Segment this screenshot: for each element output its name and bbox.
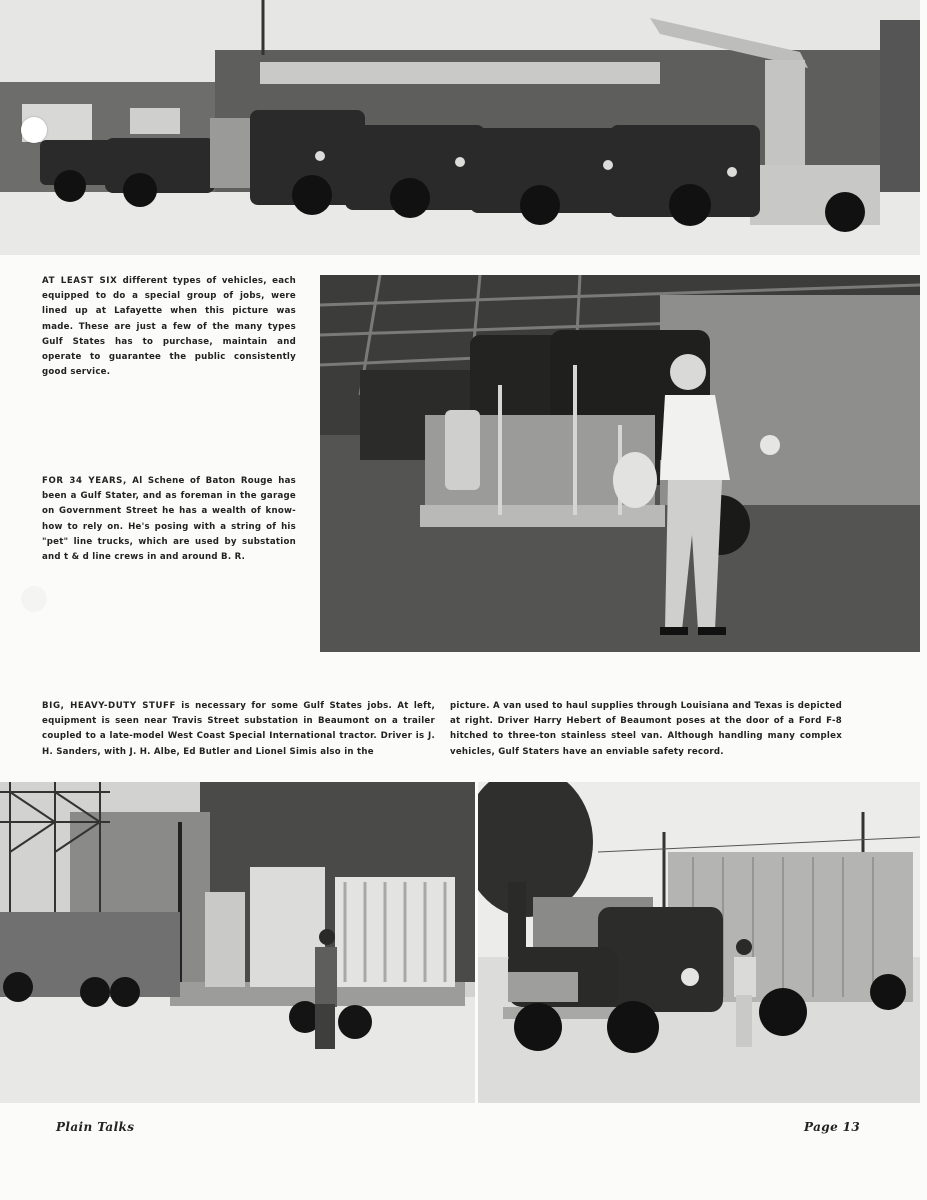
footer-page-number: Page 13 [804, 1120, 861, 1134]
caption-heavy-duty-lead: BIG, HEAVY-DUTY STUFF [42, 701, 176, 711]
photo-fleet-lafayette [0, 0, 920, 255]
photo-transformer-trailer [0, 782, 475, 1103]
caption-heavy-duty-right [450, 699, 842, 760]
caption-heavy-duty-right-body: picture. A van used to haul supplies through Louisiana and Texas is depicted at right. Driver Harry Hebert of Beaumont poses at the door of a Ford F-8 hitched to three-ton stainless steel van. Although handling many complex vehicles, Gulf Staters have an enviable safety record. [450, 701, 842, 757]
punch-hole-middle [21, 586, 47, 612]
photo-ford-f8-van [478, 782, 920, 1103]
caption-schene-lead: FOR 34 YEARS, [42, 476, 127, 486]
caption-fleet [42, 274, 296, 380]
punch-hole-top [21, 117, 47, 143]
caption-fleet-body: different types of vehicles, each equipped to do a special group of jobs, were lined up at Lafayette when this picture was made. These are just a few of the many types Gulf States has to purchase, maintain and operate to guarantee the public consistently good service. [42, 276, 296, 378]
caption-schene-body: Al Schene of Baton Rouge has been a Gulf Stater, and as foreman in the garage on Government Street he has a wealth of know-how to rely on. He's posing with a string of his "pet" line trucks, which are used by substation and t & d line crews in and around B. R. [42, 476, 296, 563]
caption-schene [42, 474, 296, 565]
caption-heavy-duty-left-body: is necessary for some Gulf States jobs. At left, equipment is seen near Travis Street substation in Beaumont on a trailer coupled to a late-model West Coast Special International tractor. Driver is J. H. Sanders, with J. H. Albe, Ed Butler and Lionel Simis also in the [42, 701, 435, 757]
caption-heavy-duty-left [42, 699, 435, 760]
caption-fleet-lead: AT LEAST SIX [42, 276, 118, 286]
photo-al-schene-line-trucks [320, 275, 920, 652]
footer-publication-name: Plain Talks [56, 1120, 135, 1134]
